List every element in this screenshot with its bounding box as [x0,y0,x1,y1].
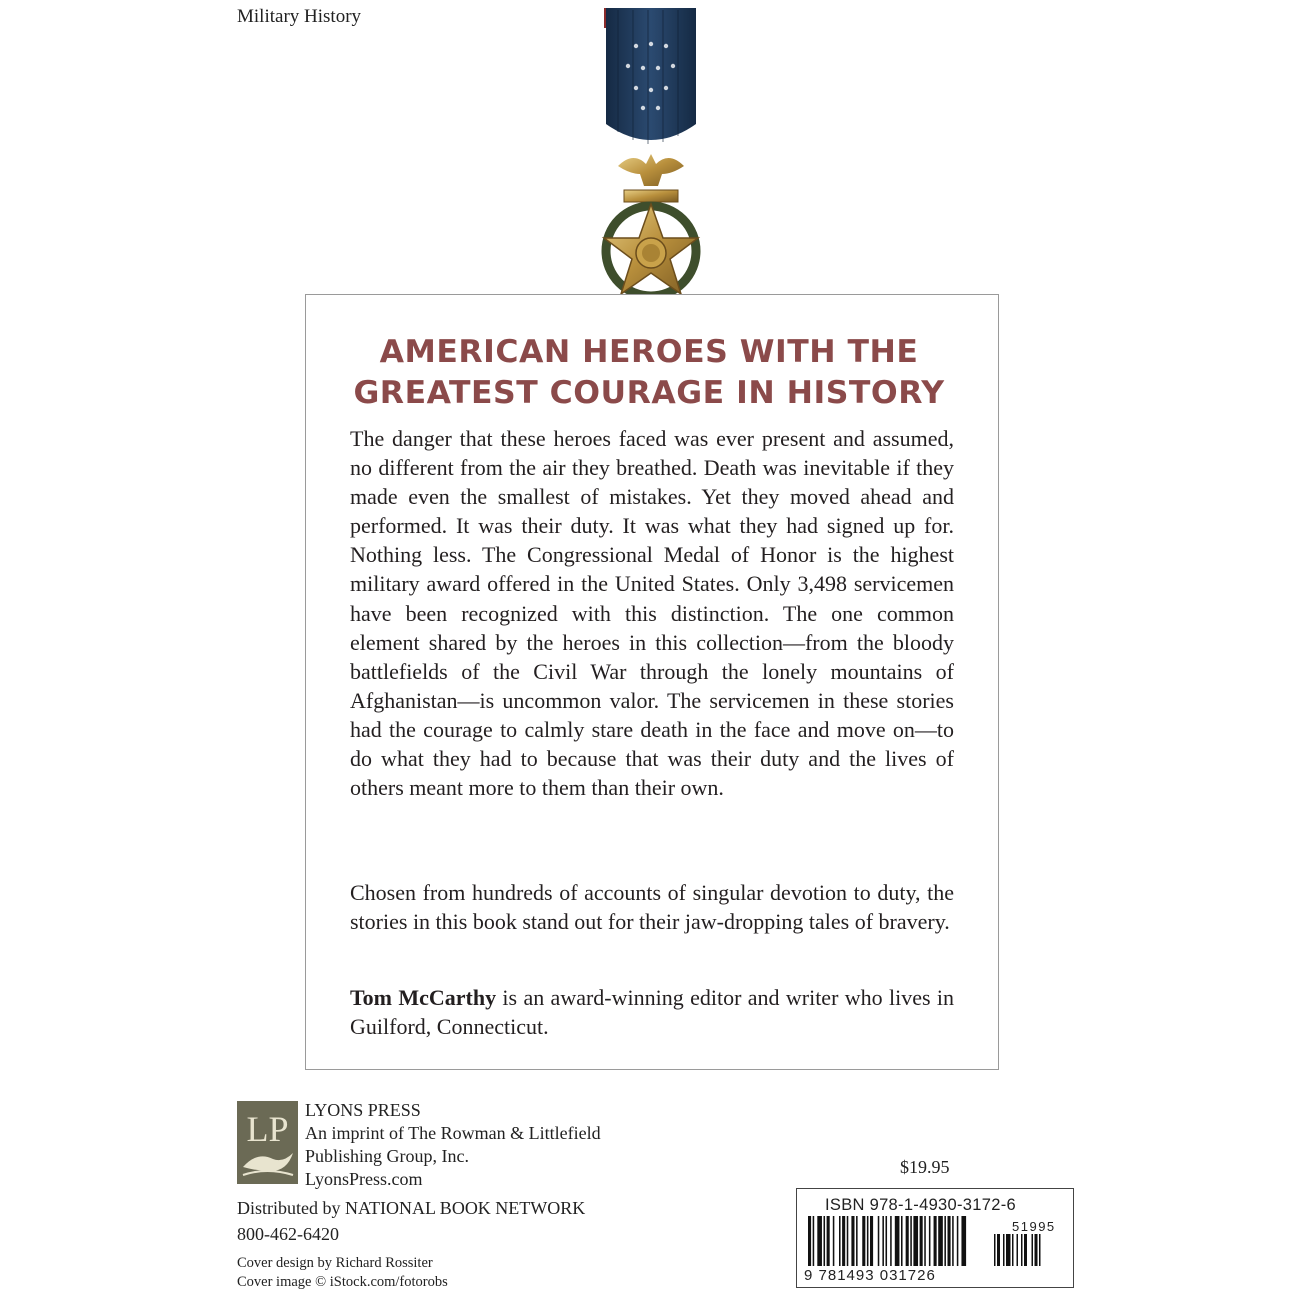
description-paragraph-2: Chosen from hundreds of accounts of singular devotion to duty, the stories in this book stand out for their jaw-dropping tales of bravery. [350,880,954,935]
headline-line-1: AMERICAN HEROES WITH THE [379,334,919,370]
barcode-digits: 9 781493 031726 [804,1267,936,1284]
medal-of-honor-image [588,6,708,301]
isbn-label: ISBN 978-1-4930-3172-6 [825,1196,1016,1214]
publisher-imprint-line-1: An imprint of The Rowman & Littlefield [305,1123,601,1143]
category-label: Military History [237,6,362,27]
barcode-icon [806,1216,1064,1268]
lyons-press-logo [237,1101,298,1184]
price-code: 51995 [1012,1219,1056,1234]
headline-line-2: GREATEST COURAGE IN HISTORY [353,375,945,411]
cover-design-credit: Cover design by Richard Rossiter [237,1255,433,1271]
price: $19.95 [900,1157,950,1177]
svg-text:LP: LP [246,1109,289,1149]
description-paragraph-1: The danger that these heroes faced was ever present and assumed, no different from the air they breathed. Death was inevitable if they made even the smallest of mistakes. Yet they moved ahead and performed. It was their duty. It was what they had signed up for. Nothing less. The Congressional Medal of Honor is the highest military award offered in the United States. Only 3,498 servicemen have been recognized with this distinction. The one common element shared by the heroes in this collection—from the bloody battlefields of the Civil War through the lonely mountains of Afghanistan—is uncommon valor. The servicemen in these stories had the courage to calmly stare death in the face and move on—to do what they had to because that was their duty and the lives of others meant more to them than their own. [350,426,954,801]
distribution-phone: 800-462-6420 [237,1224,339,1244]
author-name: Tom McCarthy [350,985,497,1010]
distribution-line: Distributed by NATIONAL BOOK NETWORK [237,1198,586,1218]
publisher-imprint-line-2: Publishing Group, Inc. [305,1146,469,1166]
cover-image-credit: Cover image © iStock.com/fotorobs [237,1274,448,1290]
headline [0,332,1298,414]
publisher-name: LYONS PRESS [305,1100,421,1120]
publisher-website: LyonsPress.com [305,1169,423,1189]
author-bio [350,983,954,1041]
author-bio-text: is an award-winning editor and writer who lives in Guilford, Connecticut. [350,985,954,1040]
